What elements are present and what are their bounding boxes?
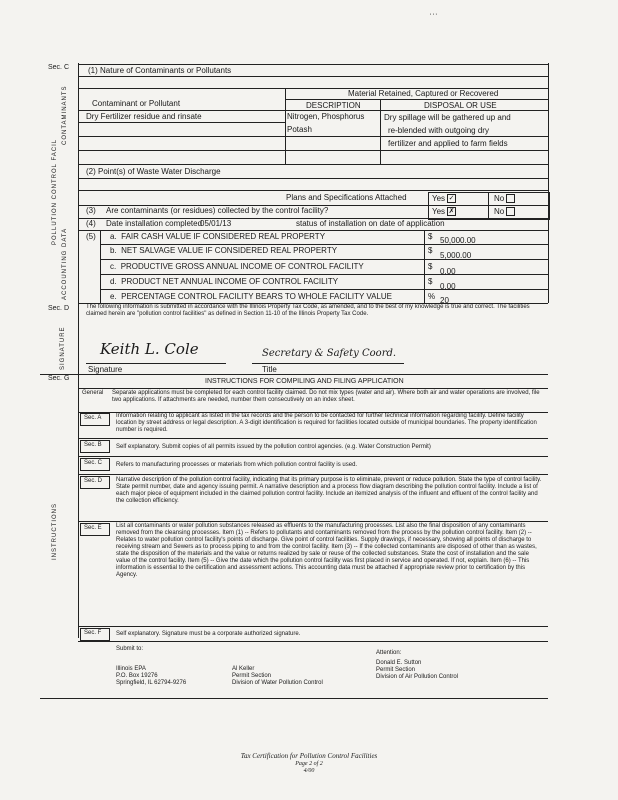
side-label-contaminants: CONTAMINANTS xyxy=(62,85,68,145)
footer-revision: 4/00 xyxy=(303,768,315,774)
plans-yes-option[interactable] xyxy=(432,194,456,203)
general-label: General xyxy=(82,390,104,396)
gross-income-value[interactable]: 0.00 xyxy=(440,267,456,276)
general-text: Separate applications must be completed for each control facility claimed. Do not mix types (water and air). Where both air and water operations are involved, file two applications. If attachments are needed, number them consecutively on an index sheet. xyxy=(112,390,540,403)
dollar-a: $ xyxy=(428,232,433,241)
section-d-label: Sec. D xyxy=(48,305,70,312)
row-letter: c. xyxy=(110,262,117,271)
signature-label: Signature xyxy=(88,365,123,374)
address-line: Al Keller xyxy=(232,666,255,672)
sec-f-text: Self explanatory. Signature must be a corporate authorized signature. xyxy=(116,631,301,637)
plans-no-option[interactable] xyxy=(494,194,515,203)
footer-form-title: Tax Certification for Pollution Control Facilities xyxy=(240,752,378,760)
signature-image: Keith L. Cole xyxy=(100,340,199,358)
net-income-value[interactable]: 0.00 xyxy=(440,282,456,291)
install-date-value[interactable]: 05/01/13 xyxy=(200,219,232,228)
address-illinois-epa xyxy=(116,666,186,687)
collected-no-checkbox[interactable] xyxy=(506,207,515,216)
sec-e-label: Sec. E xyxy=(84,525,102,531)
address-air-pollution xyxy=(376,660,458,681)
title-label: Title xyxy=(262,365,277,374)
signer-title: Secretary & Safety Coord. xyxy=(262,348,397,359)
section-g-label: Sec. G xyxy=(48,375,70,382)
accounting-row-b xyxy=(110,246,337,255)
address-line: Division of Water Pollution Control xyxy=(232,680,323,686)
submit-to-label: Submit to: xyxy=(116,646,144,652)
section-c-label: Sec. C xyxy=(48,64,70,71)
attention-label: Attention: xyxy=(376,650,402,656)
dollar-b: $ xyxy=(428,246,433,255)
plans-attached-label: Plans and Specifications Attached xyxy=(286,193,407,202)
plans-yes-label: Yes xyxy=(432,194,446,203)
collected-yes-option[interactable] xyxy=(432,207,456,216)
sec-b-label: Sec. B xyxy=(84,442,102,448)
row-label: NET SALVAGE VALUE IF CONSIDERED REAL PROPERTY xyxy=(121,246,338,255)
address-line: Permit Section xyxy=(376,667,416,673)
col-description-header: DESCRIPTION xyxy=(306,101,361,110)
address-line: P.O. Box 19276 xyxy=(116,673,158,679)
instructions-title: INSTRUCTIONS FOR COMPILING AND FILING APPLICATION xyxy=(205,378,404,385)
accounting-row-c xyxy=(110,262,364,271)
row1-disposal-2: re-blended with outgoing dry xyxy=(388,126,489,135)
net-salvage-value[interactable]: 5,000.00 xyxy=(440,251,472,260)
plans-no-label: No xyxy=(494,194,505,203)
q3-question: Are contaminants (or residues) collected by the control facility? xyxy=(106,206,329,215)
address-line: Springfield, IL 62794-9276 xyxy=(116,680,187,686)
accounting-row-d xyxy=(110,277,338,286)
footer-page-number: Page 2 of 2 xyxy=(295,761,323,767)
item4-status-text: status of installation on date of application xyxy=(296,219,445,228)
row1-disposal-3: fertilizer and applied to farm fields xyxy=(388,139,508,148)
row-letter: a. xyxy=(110,232,117,241)
sec-a-text: Information relating to applicant as listed in the tax records and the person to be contacted for further technical information regarding facility. Define facility location by street address or legal description. A 3-digit identification is required for facilities located outside of municipal boundaries. The property identification number is required. xyxy=(116,413,537,433)
sec-b-text: Self explanatory. Submit copies of all permits issued by the pollution control agencies. (e.g. Water Construction Permit) xyxy=(116,444,431,450)
address-line: Illinois EPA xyxy=(116,666,146,672)
row-letter: e. xyxy=(110,292,117,301)
fair-cash-value[interactable]: 50,000.00 xyxy=(440,236,476,245)
row-label: PRODUCT NET ANNUAL INCOME OF CONTROL FACILITY xyxy=(121,277,339,286)
item5-number: (5) xyxy=(86,232,96,241)
sec-e-text: List all contaminants or water pollution substances released as effluents to the manufacturing processes. List also the final disposition of any contaminants removed from the cleansing processes. Item (1) -- Refers to pollutants and contaminants removed from the process by the pollution control facility. Item (2) -- Relates to water pollution control facility's points of discharge. Give point of control facilities. Supply drawings, if necessary, showing all points of discharge to receiving stream and Sewers as to process piping to and from the control facility. Item (3) -- If the collected contaminants are disposed of other than as wastes, state the disposition of the materials and the value or returns realized by sale or reuse of the collected substances. State the cost of installation and the sale value of the control facility. Item (5) -- Give the date which the pollution control facility was first placed in service and operated. If not, explain. Item (6) -- This information is essential to the certification and assessment actions. This accounting data must be attached if appropriate review prior to certification by this Agency. xyxy=(116,523,537,578)
col-contaminant-header: Contaminant or Pollutant xyxy=(92,99,181,108)
sec-d-label: Sec. D xyxy=(84,478,103,484)
side-label-signature: SIGNATURE xyxy=(60,326,66,370)
row1-disposal-1: Dry spillage will be gathered up and xyxy=(384,113,511,122)
item4-text: Date installation completed xyxy=(106,219,203,228)
row-label: PRODUCTIVE GROSS ANNUAL INCOME OF CONTROL FACILITY xyxy=(120,262,364,271)
row-letter: d. xyxy=(110,277,117,286)
side-label-pollution-control: POLLUTION CONTROL FACIL xyxy=(52,138,58,245)
side-label-instructions: INSTRUCTIONS xyxy=(52,503,58,560)
row-label: PERCENTAGE CONTROL FACILITY BEARS TO WHOLE FACILITY VALUE xyxy=(121,292,393,301)
dollar-c: $ xyxy=(428,262,433,271)
right-border xyxy=(548,63,549,303)
contaminants-heading: (1) Nature of Contaminants or Pollutants xyxy=(88,66,232,75)
dollar-d: $ xyxy=(428,277,433,286)
side-label-accounting: ACCOUNTING DATA xyxy=(62,227,68,300)
sec-c-label: Sec. C xyxy=(84,460,103,466)
row-label: FAIR CASH VALUE IF CONSIDERED REAL PROPERTY xyxy=(121,232,326,241)
item4-number: (4) xyxy=(86,219,96,228)
sec-c-text: Refers to manufacturing processes or materials from which pollution control facility is used. xyxy=(116,462,358,468)
collected-no-label: No xyxy=(494,207,505,216)
row1-description-1: Nitrogen, Phosphorus xyxy=(287,112,365,121)
address-line: Division of Air Pollution Control xyxy=(376,674,459,680)
collected-no-option[interactable] xyxy=(494,207,515,216)
plans-yes-checkbox[interactable]: ✓ xyxy=(448,195,455,203)
row1-description-2: Potash xyxy=(287,125,312,134)
row1-contaminant: Dry Fertilizer residue and rinsate xyxy=(86,112,202,121)
address-line: Donald E. Sutton xyxy=(376,660,422,666)
material-retained-header: Material Retained, Captured or Recovered xyxy=(348,89,499,98)
collected-yes-label: Yes xyxy=(432,207,446,216)
percent-e: % xyxy=(428,292,436,301)
address-water-pollution xyxy=(232,666,323,687)
accounting-row-e xyxy=(110,292,392,301)
row-letter: b. xyxy=(110,246,117,255)
sec-f-label: Sec. F xyxy=(84,630,102,636)
collected-yes-checkbox[interactable]: ✗ xyxy=(448,208,455,216)
waste-water-heading: (2) Point(s) of Waste Water Discharge xyxy=(86,167,221,176)
page-mark: ' ' ' xyxy=(430,14,437,20)
address-line: Permit Section xyxy=(232,673,272,679)
signature-statement: The following information is submitted in accordance with the Illinois Property Tax Code, as amended, and to the best of my knowledge is true and correct. The facilities claimed herein are "pollution control facilities" as defined in Section 11-10 of the Illinois Property Tax Code. xyxy=(86,304,530,317)
percentage-value[interactable]: 20 xyxy=(440,296,449,305)
q3-number: (3) xyxy=(86,206,96,215)
sec-d-text: Narrative description of the pollution control facility, indicating that its primary purpose is to eliminate, prevent or reduce pollution. State the type of control facility. State permit number, date and agency issuing permit. A narrative description and a process flow diagram describing the pollution control facility. Include a list of each major piece of equipment included in the claimed pollution control facility. Include an itemized analysis of the influent and effluent of the control facility and the collection efficiency. xyxy=(116,477,542,504)
col-disposal-header: DISPOSAL OR USE xyxy=(424,101,497,110)
accounting-row-a xyxy=(110,232,325,241)
plans-no-checkbox[interactable] xyxy=(506,194,515,203)
sec-a-label: Sec. A xyxy=(84,415,102,421)
